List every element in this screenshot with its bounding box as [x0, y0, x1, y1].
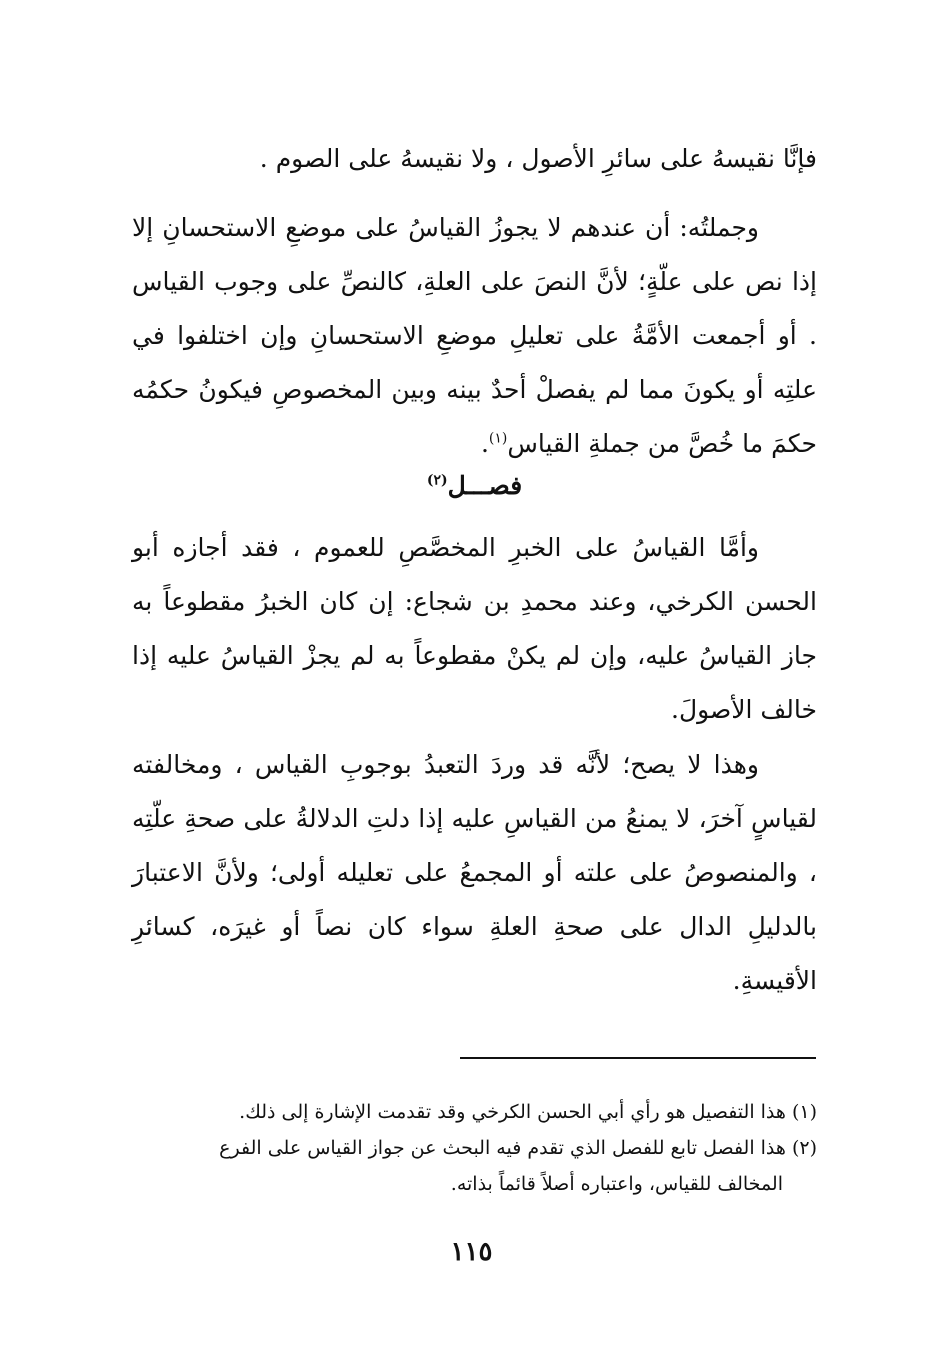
paragraph-khabar — [132, 521, 817, 737]
section-heading-text: فصـــل — [447, 471, 523, 500]
footnote-divider — [460, 1057, 816, 1059]
footnote-number: (١) — [791, 1101, 817, 1123]
footnote-2 — [140, 1130, 817, 1166]
page-number: ١١٥ — [450, 1237, 493, 1267]
paragraph-text: وجملتُه: أن عندهم لا يجوزُ القياسُ على موضعِ الاستحسانِ إلا إذا نص على علّةٍ؛ لأنَّ النصَ على العلةِ، كالنصِّ على وجوب القياس . أو أجمعت الأمَّةُ على تعليلِ موضعِ الاستحسانِ وإن اختلفوا في علتِه أو يكونَ مما لم يفصلْ أحدٌ بينه وبين المخصوصِ فيكونُ حكمُه حكمَ ما خُصَّ من جملةِ القياس — [132, 213, 817, 458]
section-heading — [132, 466, 817, 506]
paragraph-text: وهذا لا يصح؛ لأنَّه قد وردَ التعبدُ بوجوبِ القياس ، ومخالفته لقياسٍ آخرَ، لا يمنعُ من القياسِ عليه إذا دلتِ الدلالةُ على صحةِ علّتِه ، والمنصوصُ على علته أو المجمعُ على تعليله أولى؛ ولأنَّ الاعتبارَ بالدليلِ الدال على صحةِ العلةِ سواء كان نصاً أو غيرَه، كسائرِ الأقيسةِ. — [132, 750, 817, 995]
footnote-reference-2[interactable]: (٢) — [426, 472, 448, 489]
sentence-end-mark: . — [480, 429, 489, 458]
footnote-1 — [140, 1094, 817, 1130]
footnote-text: هذا الفصل تابع للفصل الذي تقدم فيه البحث عن جواز القياس على الفرع — [219, 1137, 786, 1159]
paragraph-rebuttal — [132, 738, 817, 1008]
footnote-text: المخالف للقياس، واعتباره أصلاً قائماً بذاته. — [450, 1173, 783, 1195]
paragraph-text: فإنَّا نقيسهُ على سائرِ الأصول ، ولا نقيسهُ على الصوم . — [259, 144, 817, 173]
footnote-reference-1[interactable]: (١) — [488, 430, 508, 447]
footnotes — [140, 1094, 817, 1202]
paragraph-istihsan — [132, 201, 817, 471]
paragraph-opening — [132, 132, 817, 186]
footnote-number: (٢) — [791, 1137, 817, 1159]
paragraph-text: وأمَّا القياسُ على الخبرِ المخصَّصِ للعموم ، فقد أجازه أبو الحسن الكرخي، وعند محمدِ بن شجاع: إن كان الخبرُ مقطوعاً به جاز القياسُ عليه، وإن لم يكنْ مقطوعاً به لم يجزْ القياسُ عليه إذا خالف الأصولَ. — [132, 533, 817, 724]
footnote-text: هذا التفصيل هو رأي أبي الحسن الكرخي وقد تقدمت الإشارة إلى ذلك. — [239, 1101, 786, 1123]
footnote-2-continuation — [140, 1166, 817, 1202]
